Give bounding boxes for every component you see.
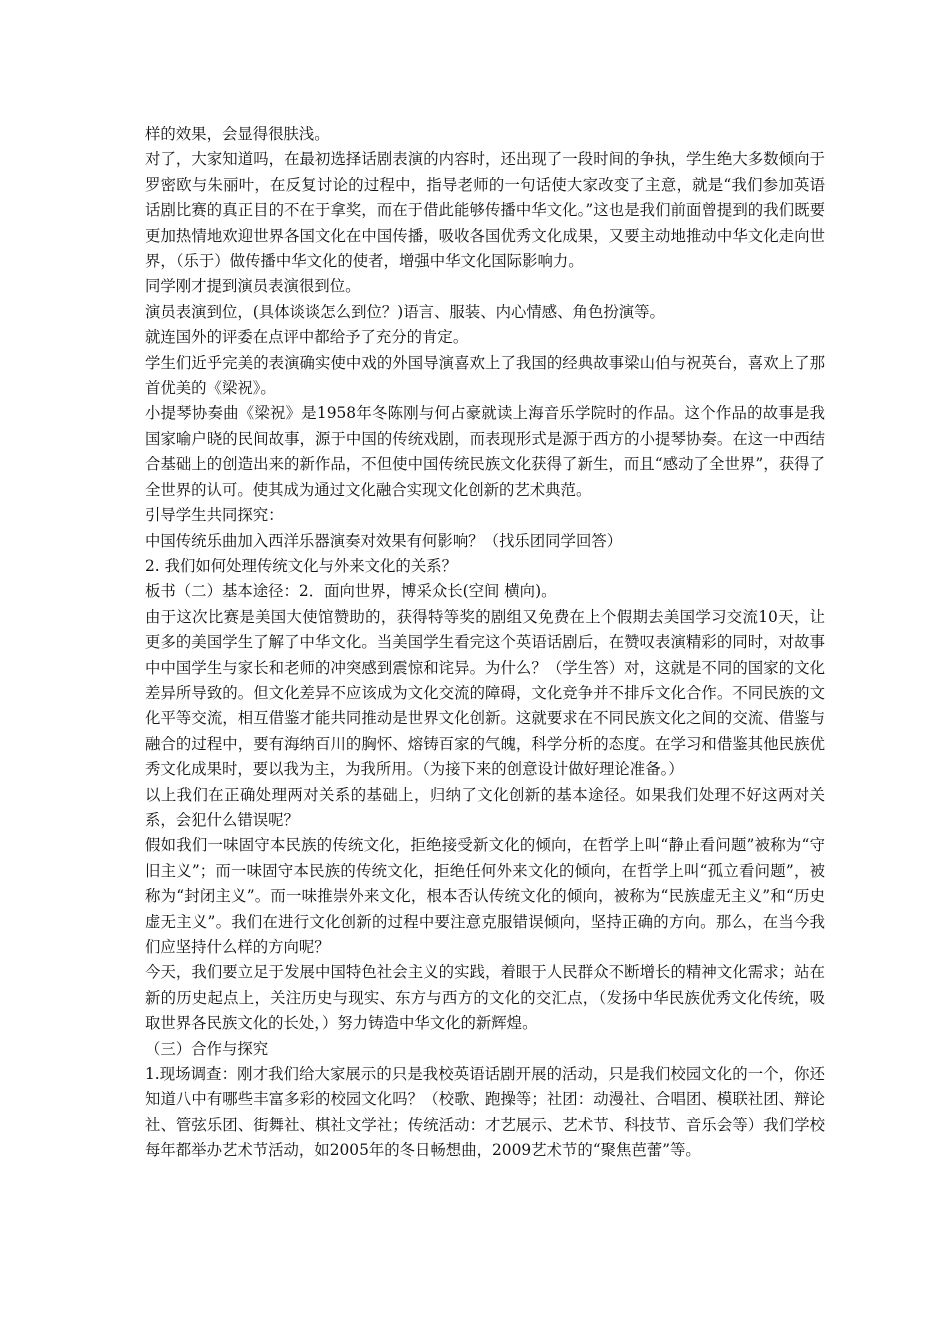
paragraph-2: 对了，大家知道吗，在最初选择话剧表演的内容时，还出现了一段时间的争执，学生绝大多数倾向于罗密欧与朱丽叶，在反复讨论的过程中，指导老师的一句话使大家改变了主意，就是“我们参加英语话剧比赛的真正目的不在于拿奖，而在于借此能够传播中华文化。”这也是我们前面曾提到的我们既要更加热情地欢迎世界各国文化在中国传播，吸收各国优秀文化成果，又要主动地推动中华文化走向世界，（乐于）做传播中华文化的使者，增强中华文化国际影响力。 — [145, 150, 825, 271]
paragraph-17: 1.现场调查：刚才我们给大家展示的只是我校英语话剧开展的活动，只是我们校园文化的一个，你还知道八中有哪些丰富多彩的校园文化吗？（校歌、跑操等；社团：动漫社、合唱团、模联社团、辩论社、管弦乐团、街舞社、棋社文学社；传统活动：才艺展示、艺术节、科技节、音乐会等）我们学校每年都举办艺术节活动，如2005年的冬日畅想曲，2009艺术节的“聚焦芭蕾”等。 — [145, 1065, 825, 1160]
paragraph-16: （三）合作与探究 — [145, 1039, 269, 1058]
paragraph-8: 引导学生共同探究： — [145, 506, 284, 525]
paragraph-10: 2. 我们如何处理传统文化与外来文化的关系？ — [145, 556, 457, 575]
paragraph-3: 同学刚才提到演员表演很到位。 — [145, 277, 361, 296]
paragraph-7: 小提琴协奏曲《梁祝》是1958年冬陈刚与何占豪就读上海音乐学院时的作品。这个作品的故事是我国家喻户晓的民间故事，源于中国的传统戏剧，而表现形式是源于西方的小提琴协奏。在这一中西结合基础上的创造出来的新作品，不但使中国传统民族文化获得了新生，而且“感动了全世界”，获得了全世界的认可。使其成为通过文化融合实现文化创新的艺术典范。 — [145, 404, 825, 499]
paragraph-13: 以上我们在正确处理两对关系的基础上，归纳了文化创新的基本途径。如果我们处理不好这两对关系，会犯什么错误呢？ — [145, 785, 825, 829]
paragraph-1: 样的效果，会显得很肤浅。 — [145, 125, 330, 143]
paragraph-14: 假如我们一味固守本民族的传统文化，拒绝接受新文化的倾向，在哲学上叫“静止看问题”被称为“守旧主义”；而一味固守本民族的传统文化，拒绝任何外来文化的倾向，在哲学上叫“孤立看问题”，被称为“封闭主义”。而一味推崇外来文化，根本否认传统文化的倾向，被称为“民族虚无主义”和“历史虚无主义”。我们在进行文化创新的过程中要注意克服错误倾向，坚持正确的方向。那么，在当今我们应坚持什么样的方向呢？ — [145, 836, 825, 956]
paragraph-9: 中国传统乐曲加入西洋乐器演奏对效果有何影响？（找乐团同学回答） — [145, 531, 623, 550]
paragraph-4: 演员表演到位，(具体谈谈怎么到位？)语言、服装、内心情感、角色扮演等。 — [145, 302, 665, 321]
paragraph-12: 由于这次比赛是美国大使馆赞助的，获得特等奖的剧组又免费在上个假期去美国学习交流10天，让更多的美国学生了解了中华文化。当美国学生看完这个英语话剧后，在赞叹表演精彩的同时，对故事中中国学生与家长和老师的冲突感到震惊和诧异。为什么？（学生答）对，这就是不同的国家的文化差异所导致的。但文化差异不应该成为文化交流的障碍，文化竞争并不排斥文化合作。不同民族的文化平等交流，相互借鉴才能共同推动是世界文化创新。这就要求在不同民族文化之间的交流、借鉴与融合的过程中，要有海纳百川的胸怀、熔铸百家的气魄，科学分析的态度。在学习和借鉴其他民族优秀文化成果时，要以我为主，为我所用。（为接下来的创意设计做好理论准备。） — [145, 607, 825, 779]
paragraph-15: 今天，我们要立足于发展中国特色社会主义的实践，着眼于人民群众不断增长的精神文化需求；站在新的历史起点上，关注历史与现实、东方与西方的文化的交汇点，（发扬中华民族优秀文化传统，吸取世界各民族文化的长处，）努力铸造中华文化的新辉煌。 — [145, 963, 825, 1033]
paragraph-6: 学生们近乎完美的表演确实使中戏的外国导演喜欢上了我国的经典故事梁山伯与祝英台，喜欢上了那首优美的《梁祝》。 — [145, 353, 825, 398]
document-page — [145, 122, 825, 1164]
paragraph-11: 板书（二）基本途径：2．面向世界，博采众长(空间 横向)。 — [145, 582, 557, 601]
paragraph-5: 就连国外的评委在点评中都给予了充分的肯定。 — [145, 328, 469, 347]
